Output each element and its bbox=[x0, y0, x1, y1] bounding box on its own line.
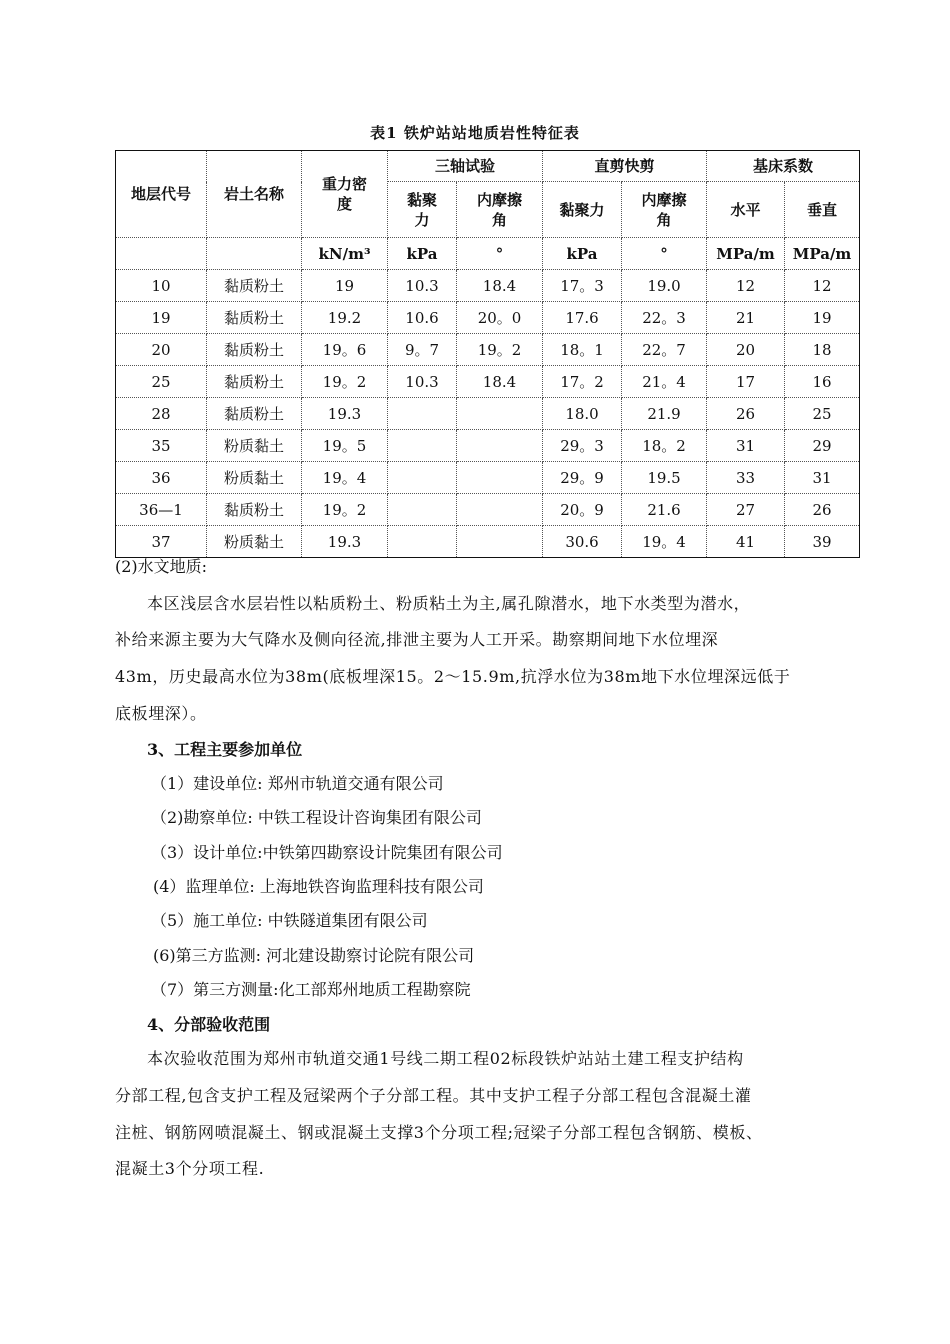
unit-tri-cohesion: kPa bbox=[388, 238, 457, 270]
cell-soil-name: 粉质黏土 bbox=[207, 462, 302, 494]
cell-layer-code: 28 bbox=[116, 398, 207, 430]
cell-kv: 31 bbox=[785, 462, 860, 494]
header-direct-shear: 直剪快剪 bbox=[543, 151, 707, 182]
cell-tri-friction: 18.4 bbox=[457, 270, 543, 302]
cell-ds-friction: 21.9 bbox=[622, 398, 707, 430]
cell-density: 19.3 bbox=[302, 398, 388, 430]
cell-ds-cohesion: 20。9 bbox=[543, 494, 622, 526]
unit-measurement: （7）第三方测量:化工部郑州地质工程勘察院 bbox=[151, 980, 471, 999]
cell-kh: 41 bbox=[707, 526, 785, 558]
cell-ds-cohesion: 30.6 bbox=[543, 526, 622, 558]
unit-supervision: (4）监理单位: 上海地铁咨询监理科技有限公司 bbox=[153, 877, 484, 896]
cell-soil-name: 粉质黏土 bbox=[207, 430, 302, 462]
cell-layer-code: 25 bbox=[116, 366, 207, 398]
cell-density: 19。2 bbox=[302, 494, 388, 526]
cell-layer-code: 35 bbox=[116, 430, 207, 462]
cell-kv: 39 bbox=[785, 526, 860, 558]
cell-soil-name: 黏质粉土 bbox=[207, 302, 302, 334]
header-soil-name: 岩土名称 bbox=[207, 151, 302, 238]
header-horizontal: 水平 bbox=[707, 182, 785, 238]
cell-tri-cohesion: 10.6 bbox=[388, 302, 457, 334]
unit-horizontal: MPa/m bbox=[707, 238, 785, 270]
hydro-paragraph-line-4: 底板埋深）。 bbox=[115, 704, 207, 723]
cell-tri-cohesion: 10.3 bbox=[388, 270, 457, 302]
cell-kv: 29 bbox=[785, 430, 860, 462]
unit-tri-friction: ° bbox=[457, 238, 543, 270]
cell-density: 19。2 bbox=[302, 366, 388, 398]
cell-density: 19。6 bbox=[302, 334, 388, 366]
hydro-title: (2)水文地质: bbox=[115, 557, 208, 576]
cell-ds-friction: 22。3 bbox=[622, 302, 707, 334]
cell-soil-name: 黏质粉土 bbox=[207, 398, 302, 430]
scope-paragraph-line-1: 本次验收范围为郑州市轨道交通1号线二期工程02标段铁炉站站土建工程支护结构 bbox=[147, 1049, 744, 1068]
cell-layer-code: 36—1 bbox=[116, 494, 207, 526]
cell-density: 19。4 bbox=[302, 462, 388, 494]
cell-tri-cohesion: 9。7 bbox=[388, 334, 457, 366]
cell-kv: 19 bbox=[785, 302, 860, 334]
header-triaxial: 三轴试验 bbox=[388, 151, 543, 182]
cell-density: 19。5 bbox=[302, 430, 388, 462]
cell-density: 19.3 bbox=[302, 526, 388, 558]
cell-layer-code: 19 bbox=[116, 302, 207, 334]
cell-kh: 31 bbox=[707, 430, 785, 462]
table-title: 表1 铁炉站站地质岩性特征表 bbox=[370, 124, 580, 142]
cell-soil-name: 黏质粉土 bbox=[207, 494, 302, 526]
unit-ds-friction: ° bbox=[622, 238, 707, 270]
unit-design: （3）设计单位:中铁第四勘察设计院集团有限公司 bbox=[151, 843, 503, 862]
unit-density: kN/m³ bbox=[302, 238, 388, 270]
cell-density: 19.2 bbox=[302, 302, 388, 334]
cell-kv: 25 bbox=[785, 398, 860, 430]
cell-kh: 17 bbox=[707, 366, 785, 398]
cell-kh: 12 bbox=[707, 270, 785, 302]
hydro-paragraph-line-2: 补给来源主要为大气降水及侧向径流,排泄主要为人工开采。勘察期间地下水位埋深 bbox=[115, 630, 719, 649]
cell-tri-friction: 18.4 bbox=[457, 366, 543, 398]
cell-tri-cohesion: 10.3 bbox=[388, 366, 457, 398]
unit-contractor: （5）施工单位: 中铁隧道集团有限公司 bbox=[151, 911, 428, 930]
cell-kv: 18 bbox=[785, 334, 860, 366]
cell-kh: 33 bbox=[707, 462, 785, 494]
cell-kh: 20 bbox=[707, 334, 785, 366]
cell-kv: 16 bbox=[785, 366, 860, 398]
cell-kh: 26 bbox=[707, 398, 785, 430]
unit-construction: （1）建设单位: 郑州市轨道交通有限公司 bbox=[151, 774, 444, 793]
cell-ds-cohesion: 17。3 bbox=[543, 270, 622, 302]
cell-layer-code: 37 bbox=[116, 526, 207, 558]
cell-ds-friction: 19.5 bbox=[622, 462, 707, 494]
cell-kh: 27 bbox=[707, 494, 785, 526]
cell-layer-code: 20 bbox=[116, 334, 207, 366]
cell-kv: 26 bbox=[785, 494, 860, 526]
unit-ds-cohesion: kPa bbox=[543, 238, 622, 270]
section-4-title: 4、分部验收范围 bbox=[147, 1015, 271, 1034]
cell-kv: 12 bbox=[785, 270, 860, 302]
cell-tri-friction: 19。2 bbox=[457, 334, 543, 366]
unit-monitoring: (6)第三方监测: 河北建设勘察讨论院有限公司 bbox=[153, 946, 475, 965]
cell-ds-friction: 21.6 bbox=[622, 494, 707, 526]
header-tri-friction-label: 内摩擦角 bbox=[476, 190, 522, 229]
cell-density: 19 bbox=[302, 270, 388, 302]
unit-vertical: MPa/m bbox=[785, 238, 860, 270]
unit-survey: （2)勘察单位: 中铁工程设计咨询集团有限公司 bbox=[151, 808, 482, 827]
cell-ds-friction: 19.0 bbox=[622, 270, 707, 302]
cell-soil-name: 黏质粉土 bbox=[207, 366, 302, 398]
cell-soil-name: 黏质粉土 bbox=[207, 334, 302, 366]
cell-soil-name: 黏质粉土 bbox=[207, 270, 302, 302]
cell-ds-friction: 21。4 bbox=[622, 366, 707, 398]
header-bed-coefficient: 基床系数 bbox=[707, 151, 860, 182]
cell-ds-cohesion: 29。3 bbox=[543, 430, 622, 462]
cell-ds-cohesion: 17。2 bbox=[543, 366, 622, 398]
cell-ds-friction: 19。4 bbox=[622, 526, 707, 558]
cell-ds-cohesion: 18。1 bbox=[543, 334, 622, 366]
scope-paragraph-line-4: 混凝土3个分项工程. bbox=[115, 1159, 265, 1178]
header-layer-code: 地层代号 bbox=[116, 151, 207, 238]
hydro-paragraph-line-3: 43m，历史最高水位为38m(底板埋深15。2～15.9m,抗浮水位为38m地下水位埋深远低于 bbox=[115, 667, 791, 686]
header-ds-cohesion: 黏聚力 bbox=[543, 182, 622, 238]
header-ds-friction-label: 内摩擦角 bbox=[641, 190, 687, 229]
cell-ds-friction: 22。7 bbox=[622, 334, 707, 366]
cell-ds-cohesion: 18.0 bbox=[543, 398, 622, 430]
header-density-label: 重力密度 bbox=[321, 175, 367, 213]
cell-ds-friction: 18。2 bbox=[622, 430, 707, 462]
header-vertical: 垂直 bbox=[785, 182, 860, 238]
header-tri-cohesion-label: 黏聚力 bbox=[406, 190, 437, 229]
cell-ds-cohesion: 29。9 bbox=[543, 462, 622, 494]
cell-tri-friction: 20。0 bbox=[457, 302, 543, 334]
cell-kh: 21 bbox=[707, 302, 785, 334]
scope-paragraph-line-3: 注桩、钢筋网喷混凝土、钢或混凝土支撑3个分项工程;冠梁子分部工程包含钢筋、模板、 bbox=[115, 1123, 763, 1142]
cell-ds-cohesion: 17.6 bbox=[543, 302, 622, 334]
section-3-title: 3、工程主要参加单位 bbox=[147, 740, 303, 759]
cell-soil-name: 粉质黏土 bbox=[207, 526, 302, 558]
scope-paragraph-line-2: 分部工程,包含支护工程及冠梁两个子分部工程。其中支护工程子分部工程包含混凝土灌 bbox=[115, 1086, 752, 1105]
body-text bbox=[115, 0, 860, 1344]
hydro-paragraph-line-1: 本区浅层含水层岩性以粘质粉土、粉质粘土为主,属孔隙潜水，地下水类型为潜水， bbox=[147, 594, 751, 613]
cell-layer-code: 10 bbox=[116, 270, 207, 302]
cell-layer-code: 36 bbox=[116, 462, 207, 494]
